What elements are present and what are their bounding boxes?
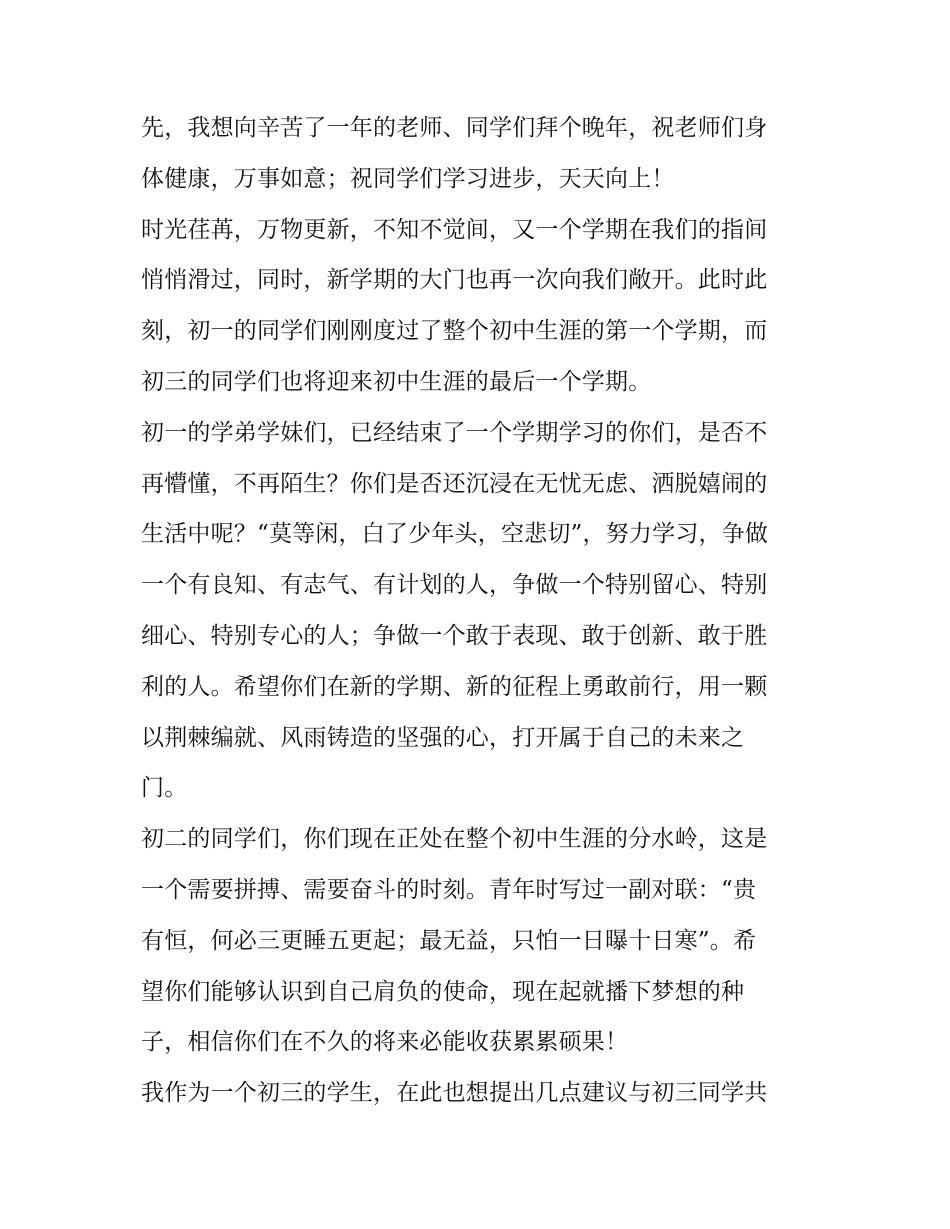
text-line: 子，相信你们在不久的将来必能收获累累硕果！ (141, 1029, 629, 1056)
text-line: 门。 (141, 775, 188, 802)
text-line: 初一的学弟学妹们，已经结束了一个学期学习的你们，是否不 (141, 419, 768, 446)
text-line: 先，我想向辛苦了一年的老师、同学们拜个晚年，祝老师们身 (141, 115, 768, 141)
text-line: 有恒，何必三更睡五更起；最无益，只怕一日曝十日寒”。希 (141, 927, 757, 954)
text-line: 再懵懂，不再陌生？你们是否还沉浸在无忧无虑、洒脱嬉闹的 (141, 470, 768, 497)
text-line: 生活中呢？“莫等闲，白了少年头，空悲切”，努力学习，争做 (141, 521, 769, 548)
text-line: 初二的同学们，你们现在正处在整个初中生涯的分水岭，这是 (141, 826, 768, 853)
text-line: 体健康，万事如意；祝同学们学习进步，天天向上！ (141, 165, 675, 192)
text-line: 望你们能够认识到自己肩负的使命，现在起就播下梦想的种 (141, 978, 745, 1005)
text-line: 利的人。希望你们在新的学期、新的征程上勇敢前行，用一颗 (141, 673, 768, 700)
text-line: 时光荏苒，万物更新，不知不觉间，又一个学期在我们的指间 (141, 216, 768, 243)
text-line: 一个需要拼搏、需要奋斗的时刻。青年时写过一副对联：“贵 (141, 876, 757, 903)
text-line: 我作为一个初三的学生，在此也想提出几点建议与初三同学共 (141, 1080, 768, 1107)
text-line: 一个有良知、有志气、有计划的人，争做一个特别留心、特别 (141, 572, 768, 599)
text-line: 刻，初一的同学们刚刚度过了整个初中生涯的第一个学期，而 (141, 318, 768, 345)
body-text (141, 103, 813, 1119)
text-line: 悄悄滑过，同时，新学期的大门也再一次向我们敞开。此时此 (141, 267, 768, 294)
text-line: 以荆棘编就、风雨铸造的坚强的心，打开属于自己的未来之 (141, 724, 745, 751)
text-line: 初三的同学们也将迎来初中生涯的最后一个学期。 (141, 368, 652, 395)
text-line: 细心、特别专心的人；争做一个敢于表现、敢于创新、敢于胜 (141, 622, 768, 649)
